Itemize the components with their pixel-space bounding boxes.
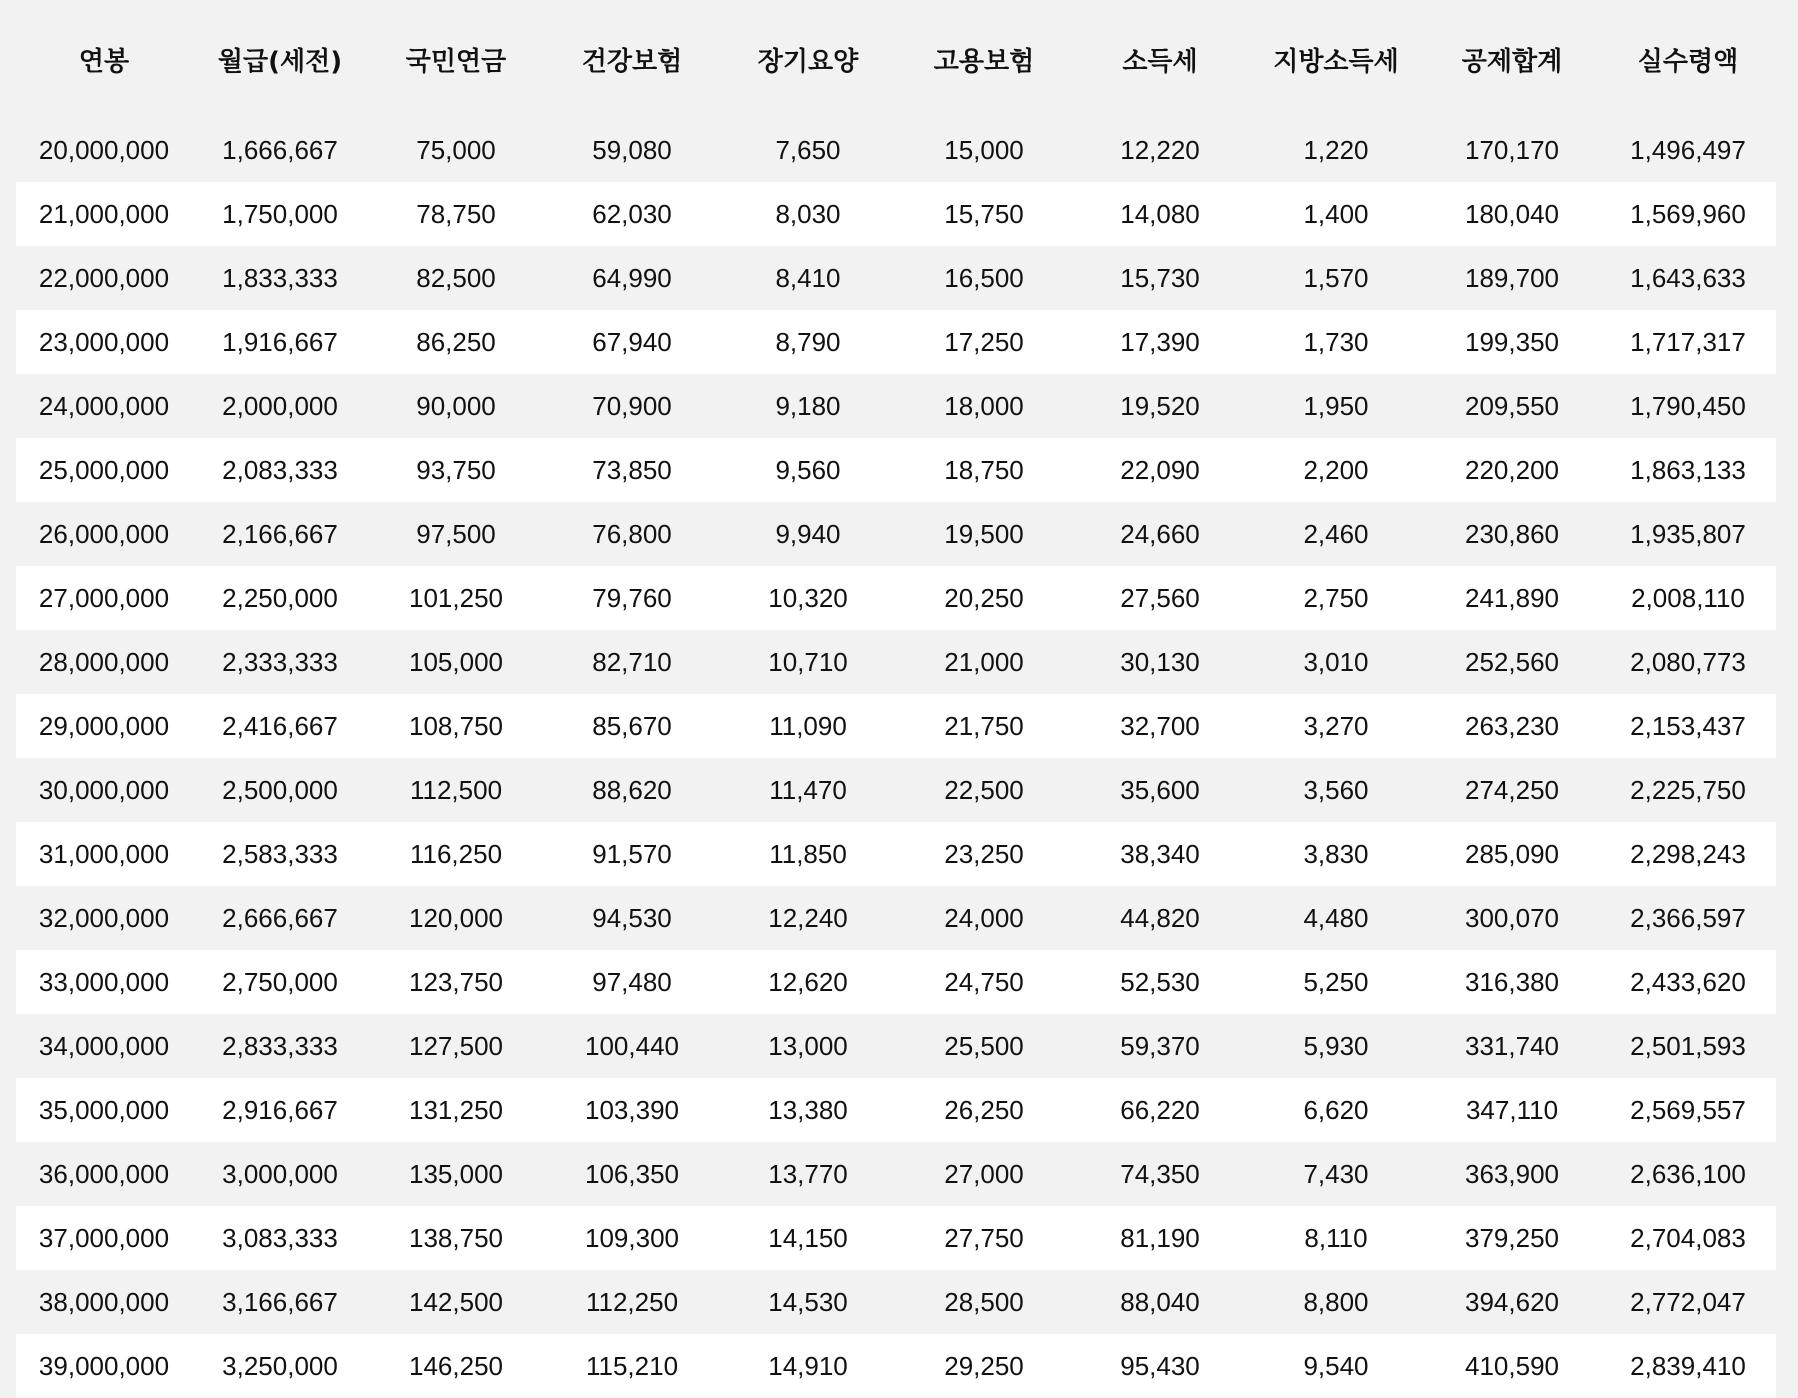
cell-total-deductions: 199,350 (1465, 326, 1559, 357)
cell-local-income-tax: 6,620 (1303, 1094, 1369, 1125)
cell-income-tax: 81,190 (1120, 1222, 1200, 1253)
cell-long-term-care: 12,240 (768, 902, 848, 933)
cell-annual-salary: 38,000,000 (38, 1286, 170, 1317)
cell-health-insurance: 103,390 (585, 1094, 679, 1125)
cell-income-tax: 30,130 (1120, 646, 1200, 677)
cell-total-deductions: 316,380 (1465, 966, 1559, 997)
table-row (16, 1014, 1776, 1078)
header-income-tax: 소득세 (1122, 46, 1198, 77)
cell-monthly-pretax: 2,750,000 (222, 966, 338, 997)
cell-employment-insurance: 29,250 (944, 1350, 1024, 1381)
cell-national-pension: 101,250 (409, 582, 503, 613)
cell-income-tax: 19,520 (1120, 390, 1200, 421)
cell-net-pay: 2,501,593 (1630, 1030, 1746, 1061)
salary-table (16, 0, 1776, 1398)
cell-national-pension: 135,000 (409, 1158, 503, 1189)
table-row (16, 502, 1776, 566)
cell-total-deductions: 209,550 (1465, 390, 1559, 421)
cell-total-deductions: 189,700 (1465, 262, 1559, 293)
cell-national-pension: 78,750 (416, 198, 496, 229)
cell-employment-insurance: 27,750 (944, 1222, 1024, 1253)
cell-net-pay: 2,225,750 (1630, 774, 1746, 805)
cell-employment-insurance: 21,750 (944, 710, 1024, 741)
cell-long-term-care: 12,620 (768, 966, 848, 997)
cell-net-pay: 1,569,960 (1630, 198, 1746, 229)
cell-employment-insurance: 18,000 (944, 390, 1024, 421)
cell-local-income-tax: 5,930 (1303, 1030, 1369, 1061)
cell-income-tax: 59,370 (1120, 1030, 1200, 1061)
cell-local-income-tax: 3,560 (1303, 774, 1369, 805)
cell-national-pension: 142,500 (409, 1286, 503, 1317)
table-row (16, 630, 1776, 694)
cell-health-insurance: 106,350 (585, 1158, 679, 1189)
cell-monthly-pretax: 3,000,000 (222, 1158, 338, 1189)
cell-income-tax: 22,090 (1120, 454, 1200, 485)
cell-national-pension: 112,500 (409, 774, 503, 805)
cell-total-deductions: 363,900 (1465, 1158, 1559, 1189)
cell-long-term-care: 8,410 (775, 262, 841, 293)
cell-employment-insurance: 15,750 (944, 198, 1024, 229)
table-row (16, 822, 1776, 886)
cell-net-pay: 2,839,410 (1630, 1350, 1746, 1381)
cell-total-deductions: 230,860 (1465, 518, 1559, 549)
cell-net-pay: 1,790,450 (1630, 390, 1746, 421)
cell-national-pension: 108,750 (409, 710, 503, 741)
header-national-pension: 국민연금 (405, 46, 507, 77)
cell-income-tax: 66,220 (1120, 1094, 1200, 1125)
cell-local-income-tax: 1,220 (1303, 134, 1369, 165)
cell-total-deductions: 252,560 (1465, 646, 1559, 677)
cell-health-insurance: 73,850 (592, 454, 672, 485)
cell-national-pension: 75,000 (416, 134, 496, 165)
table-row (16, 1270, 1776, 1334)
cell-health-insurance: 97,480 (592, 966, 672, 997)
cell-health-insurance: 94,530 (592, 902, 672, 933)
cell-income-tax: 74,350 (1120, 1158, 1200, 1189)
cell-annual-salary: 37,000,000 (38, 1222, 170, 1253)
cell-local-income-tax: 1,570 (1303, 262, 1369, 293)
cell-long-term-care: 14,910 (768, 1350, 848, 1381)
cell-monthly-pretax: 1,833,333 (222, 262, 338, 293)
cell-net-pay: 2,704,083 (1630, 1222, 1746, 1253)
table-row (16, 566, 1776, 630)
cell-health-insurance: 70,900 (592, 390, 672, 421)
header-monthly-pretax: 월급(세전) (217, 46, 343, 77)
cell-national-pension: 131,250 (409, 1094, 503, 1125)
cell-monthly-pretax: 1,916,667 (222, 326, 338, 357)
cell-employment-insurance: 15,000 (944, 134, 1024, 165)
header-total-deductions: 공제합계 (1461, 46, 1563, 77)
table-row (16, 438, 1776, 502)
cell-employment-insurance: 25,500 (944, 1030, 1024, 1061)
table-row (16, 758, 1776, 822)
cell-monthly-pretax: 1,666,667 (222, 134, 338, 165)
cell-health-insurance: 67,940 (592, 326, 672, 357)
table-header (16, 0, 1776, 118)
cell-income-tax: 44,820 (1120, 902, 1200, 933)
header-net-pay: 실수령액 (1637, 46, 1739, 77)
cell-net-pay: 1,496,497 (1630, 134, 1746, 165)
cell-annual-salary: 35,000,000 (38, 1094, 170, 1125)
cell-employment-insurance: 24,750 (944, 966, 1024, 997)
cell-income-tax: 52,530 (1120, 966, 1200, 997)
cell-income-tax: 24,660 (1120, 518, 1200, 549)
cell-health-insurance: 82,710 (592, 646, 672, 677)
cell-annual-salary: 33,000,000 (38, 966, 170, 997)
cell-national-pension: 123,750 (409, 966, 503, 997)
cell-total-deductions: 379,250 (1465, 1222, 1559, 1253)
cell-total-deductions: 285,090 (1465, 838, 1559, 869)
cell-income-tax: 12,220 (1120, 134, 1200, 165)
cell-annual-salary: 29,000,000 (38, 710, 170, 741)
header-row (16, 0, 1776, 118)
cell-local-income-tax: 1,950 (1303, 390, 1369, 421)
cell-health-insurance: 91,570 (592, 838, 672, 869)
cell-local-income-tax: 9,540 (1303, 1350, 1369, 1381)
cell-total-deductions: 300,070 (1465, 902, 1559, 933)
cell-annual-salary: 22,000,000 (38, 262, 170, 293)
cell-national-pension: 90,000 (416, 390, 496, 421)
cell-monthly-pretax: 2,416,667 (222, 710, 338, 741)
cell-local-income-tax: 3,270 (1303, 710, 1369, 741)
header-long-term-care: 장기요양 (757, 46, 859, 77)
cell-monthly-pretax: 2,250,000 (222, 582, 338, 613)
cell-long-term-care: 11,090 (769, 710, 847, 741)
table-row (16, 1142, 1776, 1206)
cell-annual-salary: 26,000,000 (38, 518, 170, 549)
cell-income-tax: 27,560 (1120, 582, 1200, 613)
cell-monthly-pretax: 3,166,667 (222, 1286, 338, 1317)
cell-monthly-pretax: 3,250,000 (222, 1350, 338, 1381)
cell-annual-salary: 23,000,000 (38, 326, 170, 357)
table-row (16, 1206, 1776, 1270)
cell-local-income-tax: 5,250 (1303, 966, 1369, 997)
cell-local-income-tax: 7,430 (1303, 1158, 1369, 1189)
table-row (16, 118, 1776, 182)
cell-annual-salary: 24,000,000 (38, 390, 170, 421)
cell-national-pension: 127,500 (409, 1030, 503, 1061)
cell-health-insurance: 85,670 (592, 710, 672, 741)
cell-local-income-tax: 1,730 (1303, 326, 1369, 357)
cell-net-pay: 1,643,633 (1630, 262, 1746, 293)
cell-monthly-pretax: 2,833,333 (222, 1030, 338, 1061)
cell-long-term-care: 7,650 (775, 134, 841, 165)
cell-annual-salary: 34,000,000 (38, 1030, 170, 1061)
cell-local-income-tax: 2,460 (1303, 518, 1369, 549)
table-row (16, 310, 1776, 374)
cell-monthly-pretax: 2,500,000 (222, 774, 338, 805)
cell-annual-salary: 31,000,000 (38, 838, 170, 869)
cell-long-term-care: 14,150 (768, 1222, 848, 1253)
cell-income-tax: 95,430 (1120, 1350, 1200, 1381)
cell-net-pay: 1,863,133 (1630, 454, 1746, 485)
table-row (16, 886, 1776, 950)
header-employment-insurance: 고용보험 (933, 46, 1035, 77)
cell-employment-insurance: 21,000 (944, 646, 1024, 677)
cell-long-term-care: 11,470 (769, 774, 847, 805)
cell-total-deductions: 394,620 (1465, 1286, 1559, 1317)
cell-net-pay: 2,366,597 (1630, 902, 1746, 933)
cell-long-term-care: 8,030 (775, 198, 841, 229)
cell-income-tax: 38,340 (1120, 838, 1200, 869)
cell-total-deductions: 241,890 (1465, 582, 1559, 613)
cell-monthly-pretax: 2,583,333 (222, 838, 338, 869)
cell-national-pension: 120,000 (409, 902, 503, 933)
cell-long-term-care: 14,530 (768, 1286, 848, 1317)
cell-net-pay: 1,717,317 (1630, 326, 1746, 357)
cell-national-pension: 93,750 (416, 454, 496, 485)
cell-local-income-tax: 3,830 (1303, 838, 1369, 869)
cell-net-pay: 2,772,047 (1630, 1286, 1746, 1317)
cell-long-term-care: 9,560 (775, 454, 841, 485)
cell-monthly-pretax: 2,166,667 (222, 518, 338, 549)
cell-employment-insurance: 18,750 (944, 454, 1024, 485)
cell-health-insurance: 109,300 (585, 1222, 679, 1253)
cell-annual-salary: 21,000,000 (38, 198, 170, 229)
salary-table-container (16, 0, 1776, 1398)
cell-monthly-pretax: 2,916,667 (222, 1094, 338, 1125)
cell-health-insurance: 59,080 (592, 134, 672, 165)
cell-long-term-care: 9,940 (775, 518, 841, 549)
table-row (16, 182, 1776, 246)
cell-total-deductions: 220,200 (1465, 454, 1559, 485)
cell-total-deductions: 170,170 (1465, 134, 1559, 165)
cell-net-pay: 1,935,807 (1630, 518, 1746, 549)
cell-monthly-pretax: 1,750,000 (222, 198, 338, 229)
table-row (16, 1334, 1776, 1398)
cell-long-term-care: 9,180 (775, 390, 841, 421)
cell-annual-salary: 28,000,000 (38, 646, 170, 677)
cell-monthly-pretax: 2,083,333 (222, 454, 338, 485)
cell-income-tax: 14,080 (1120, 198, 1200, 229)
cell-national-pension: 97,500 (416, 518, 496, 549)
cell-national-pension: 86,250 (416, 326, 496, 357)
cell-net-pay: 2,636,100 (1630, 1158, 1746, 1189)
cell-annual-salary: 20,000,000 (38, 134, 170, 165)
cell-health-insurance: 62,030 (592, 198, 672, 229)
header-annual-salary: 연봉 (78, 46, 130, 77)
cell-income-tax: 17,390 (1120, 326, 1200, 357)
cell-annual-salary: 25,000,000 (38, 454, 170, 485)
cell-annual-salary: 30,000,000 (38, 774, 170, 805)
cell-income-tax: 15,730 (1120, 262, 1200, 293)
cell-employment-insurance: 28,500 (944, 1286, 1024, 1317)
cell-net-pay: 2,298,243 (1630, 838, 1746, 869)
cell-total-deductions: 263,230 (1465, 710, 1559, 741)
cell-local-income-tax: 8,800 (1303, 1286, 1369, 1317)
cell-local-income-tax: 2,750 (1303, 582, 1369, 613)
cell-monthly-pretax: 2,333,333 (222, 646, 338, 677)
table-row (16, 694, 1776, 758)
cell-total-deductions: 410,590 (1465, 1350, 1559, 1381)
header-health-insurance: 건강보험 (581, 46, 683, 77)
cell-local-income-tax: 4,480 (1303, 902, 1369, 933)
cell-net-pay: 2,433,620 (1630, 966, 1746, 997)
table-row (16, 374, 1776, 438)
cell-health-insurance: 100,440 (585, 1030, 679, 1061)
cell-income-tax: 88,040 (1120, 1286, 1200, 1317)
cell-monthly-pretax: 2,000,000 (222, 390, 338, 421)
cell-local-income-tax: 1,400 (1303, 198, 1369, 229)
cell-net-pay: 2,569,557 (1630, 1094, 1746, 1125)
cell-total-deductions: 331,740 (1465, 1030, 1559, 1061)
cell-local-income-tax: 2,200 (1303, 454, 1369, 485)
cell-employment-insurance: 23,250 (944, 838, 1024, 869)
cell-net-pay: 2,008,110 (1631, 582, 1745, 613)
cell-monthly-pretax: 3,083,333 (222, 1222, 338, 1253)
cell-health-insurance: 112,250 (585, 1286, 679, 1317)
table-body (16, 118, 1776, 1398)
cell-annual-salary: 27,000,000 (38, 582, 170, 613)
cell-health-insurance: 64,990 (592, 262, 672, 293)
header-local-income-tax: 지방소득세 (1273, 46, 1399, 77)
cell-local-income-tax: 8,110 (1304, 1222, 1368, 1253)
cell-long-term-care: 11,850 (769, 838, 847, 869)
cell-net-pay: 2,080,773 (1630, 646, 1746, 677)
cell-employment-insurance: 19,500 (944, 518, 1024, 549)
cell-local-income-tax: 3,010 (1303, 646, 1369, 677)
cell-health-insurance: 88,620 (592, 774, 672, 805)
cell-health-insurance: 76,800 (592, 518, 672, 549)
table-row (16, 950, 1776, 1014)
cell-health-insurance: 79,760 (592, 582, 672, 613)
cell-income-tax: 35,600 (1120, 774, 1200, 805)
cell-annual-salary: 39,000,000 (38, 1350, 170, 1381)
cell-monthly-pretax: 2,666,667 (222, 902, 338, 933)
cell-employment-insurance: 26,250 (944, 1094, 1024, 1125)
cell-employment-insurance: 20,250 (944, 582, 1024, 613)
cell-long-term-care: 13,770 (768, 1158, 848, 1189)
table-row (16, 246, 1776, 310)
cell-total-deductions: 274,250 (1465, 774, 1559, 805)
cell-annual-salary: 32,000,000 (38, 902, 170, 933)
cell-long-term-care: 10,710 (768, 646, 848, 677)
cell-national-pension: 116,250 (409, 838, 503, 869)
cell-employment-insurance: 17,250 (944, 326, 1024, 357)
cell-employment-insurance: 22,500 (944, 774, 1024, 805)
cell-long-term-care: 13,380 (768, 1094, 848, 1125)
cell-employment-insurance: 16,500 (944, 262, 1024, 293)
cell-total-deductions: 180,040 (1465, 198, 1559, 229)
cell-long-term-care: 10,320 (768, 582, 848, 613)
cell-long-term-care: 13,000 (768, 1030, 848, 1061)
cell-national-pension: 146,250 (409, 1350, 503, 1381)
cell-total-deductions: 347,110 (1465, 1094, 1559, 1125)
cell-long-term-care: 8,790 (775, 326, 841, 357)
cell-income-tax: 32,700 (1120, 710, 1200, 741)
cell-annual-salary: 36,000,000 (38, 1158, 170, 1189)
cell-health-insurance: 115,210 (585, 1350, 679, 1381)
cell-net-pay: 2,153,437 (1630, 710, 1746, 741)
cell-employment-insurance: 27,000 (944, 1158, 1024, 1189)
cell-national-pension: 105,000 (409, 646, 503, 677)
cell-employment-insurance: 24,000 (944, 902, 1024, 933)
cell-national-pension: 138,750 (409, 1222, 503, 1253)
table-row (16, 1078, 1776, 1142)
cell-national-pension: 82,500 (416, 262, 496, 293)
